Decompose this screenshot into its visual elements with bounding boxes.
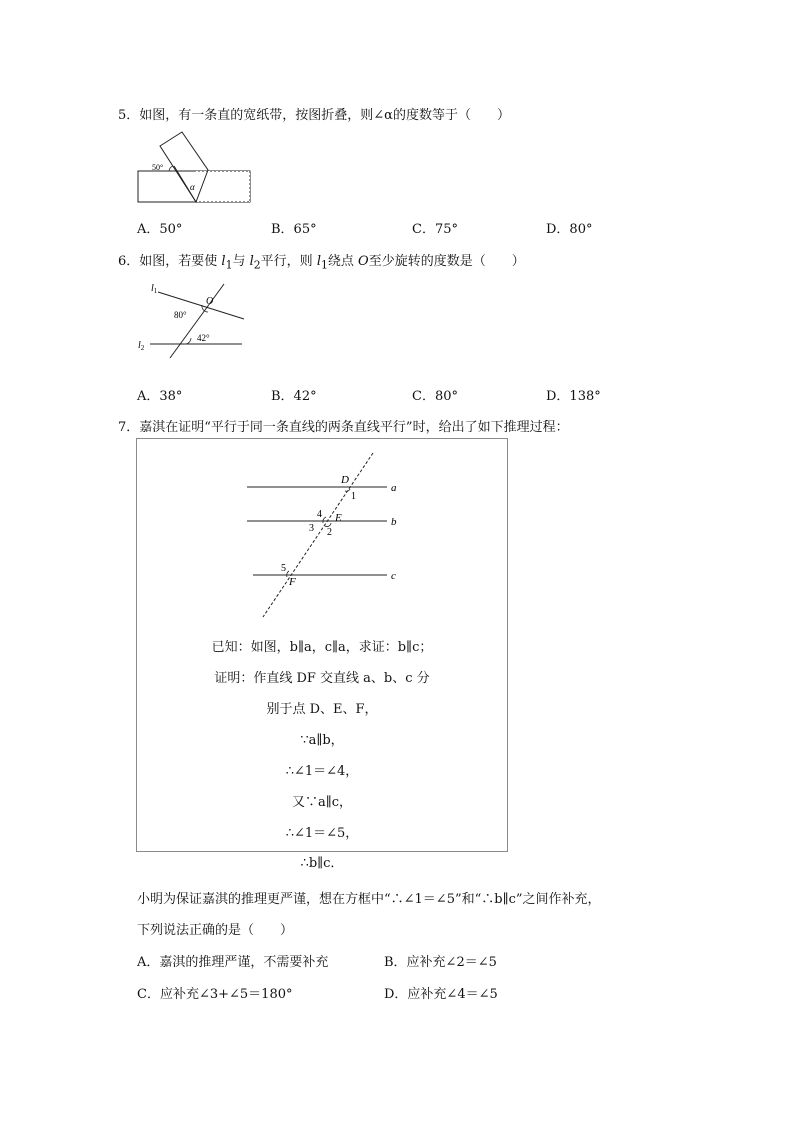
point-f-label: F [289, 576, 296, 588]
q6-angle-42-label: 42° [197, 333, 210, 343]
q7-option-a[interactable]: A．嘉淇的推理严谨，不需要补充 [137, 955, 329, 970]
line-a-label: a [391, 482, 397, 494]
line-c-label: c [391, 570, 396, 582]
q7-stem: 7．嘉淇在证明“平行于同一条直线的两条直线平行”时，给出了如下推理过程： [118, 420, 569, 435]
q6-figure [136, 278, 248, 360]
q6-option-b[interactable]: B．42° [271, 389, 317, 404]
angle-3-label: 3 [309, 523, 314, 534]
q7-option-b[interactable]: B．应补充∠2＝∠5 [384, 955, 497, 970]
angle-5-label: 5 [281, 563, 286, 574]
q5-option-a[interactable]: A．50° [137, 222, 183, 237]
q5-angle-50-label: 50° [152, 163, 164, 172]
q5-stem: 5．如图，有一条直的宽纸带，按图折叠，则∠α的度数等于（ ） [118, 108, 510, 123]
point-d-label: D [341, 474, 349, 486]
q6-angle-80-label: 80° [174, 310, 187, 320]
q6-fig-l1: $l_1$ [151, 283, 158, 295]
proof-line-7: ∴∠1＝∠5， [285, 826, 359, 841]
angle-4-label: 4 [317, 509, 322, 520]
proof-line-6: 又∵a∥c， [291, 795, 353, 810]
q7-follow-line-2: 下列说法正确的是（ ） [137, 923, 294, 938]
q6-option-a[interactable]: A．38° [137, 389, 183, 404]
q5-option-d[interactable]: D．80° [546, 222, 593, 237]
q5-option-c[interactable]: C．75° [412, 222, 458, 237]
proof-line-4: ∵a∥b， [300, 733, 344, 748]
line-b-label: b [391, 516, 397, 528]
q6-point-o-label: O [206, 296, 214, 307]
proof-line-2: 证明：作直线 DF 交直线 a、b、c 分 [214, 671, 430, 686]
point-e-label: E [335, 512, 342, 524]
proof-line-5: ∴∠1＝∠4， [285, 764, 359, 779]
angle-2-label: 2 [327, 527, 332, 538]
proof-box [136, 438, 508, 852]
proof-line-3: 别于点 D、E、F， [266, 702, 378, 717]
proof-line-8: ∴b∥c． [300, 856, 344, 871]
q5-figure [136, 128, 254, 206]
q6-option-c[interactable]: C．80° [412, 389, 458, 404]
angle-1-label: 1 [351, 491, 356, 502]
proof-line-1: 已知：如图，b∥a，c∥a，求证：b∥c； [211, 640, 433, 655]
q7-option-d[interactable]: D．应补充∠4＝∠5 [384, 987, 498, 1002]
q5-option-b[interactable]: B．65° [271, 222, 317, 237]
q7-follow-line-1: 小明为保证嘉淇的推理更严谨，想在方框中“∴∠1＝∠5”和“∴b∥c”之间作补充， [137, 892, 601, 907]
q6-fig-l2: $l_2$ [138, 340, 145, 352]
q6-stem: 6．如图，若要使 $l_1$与 $l_2$平行，则 $l_1$绕点 O至少旋转的度数是（ ） [118, 254, 525, 272]
q7-figure [237, 447, 407, 627]
q7-option-c[interactable]: C．应补充∠3+∠5＝180° [137, 987, 293, 1002]
q6-option-d[interactable]: D．138° [546, 389, 601, 404]
q5-alpha-label: α [190, 182, 195, 192]
